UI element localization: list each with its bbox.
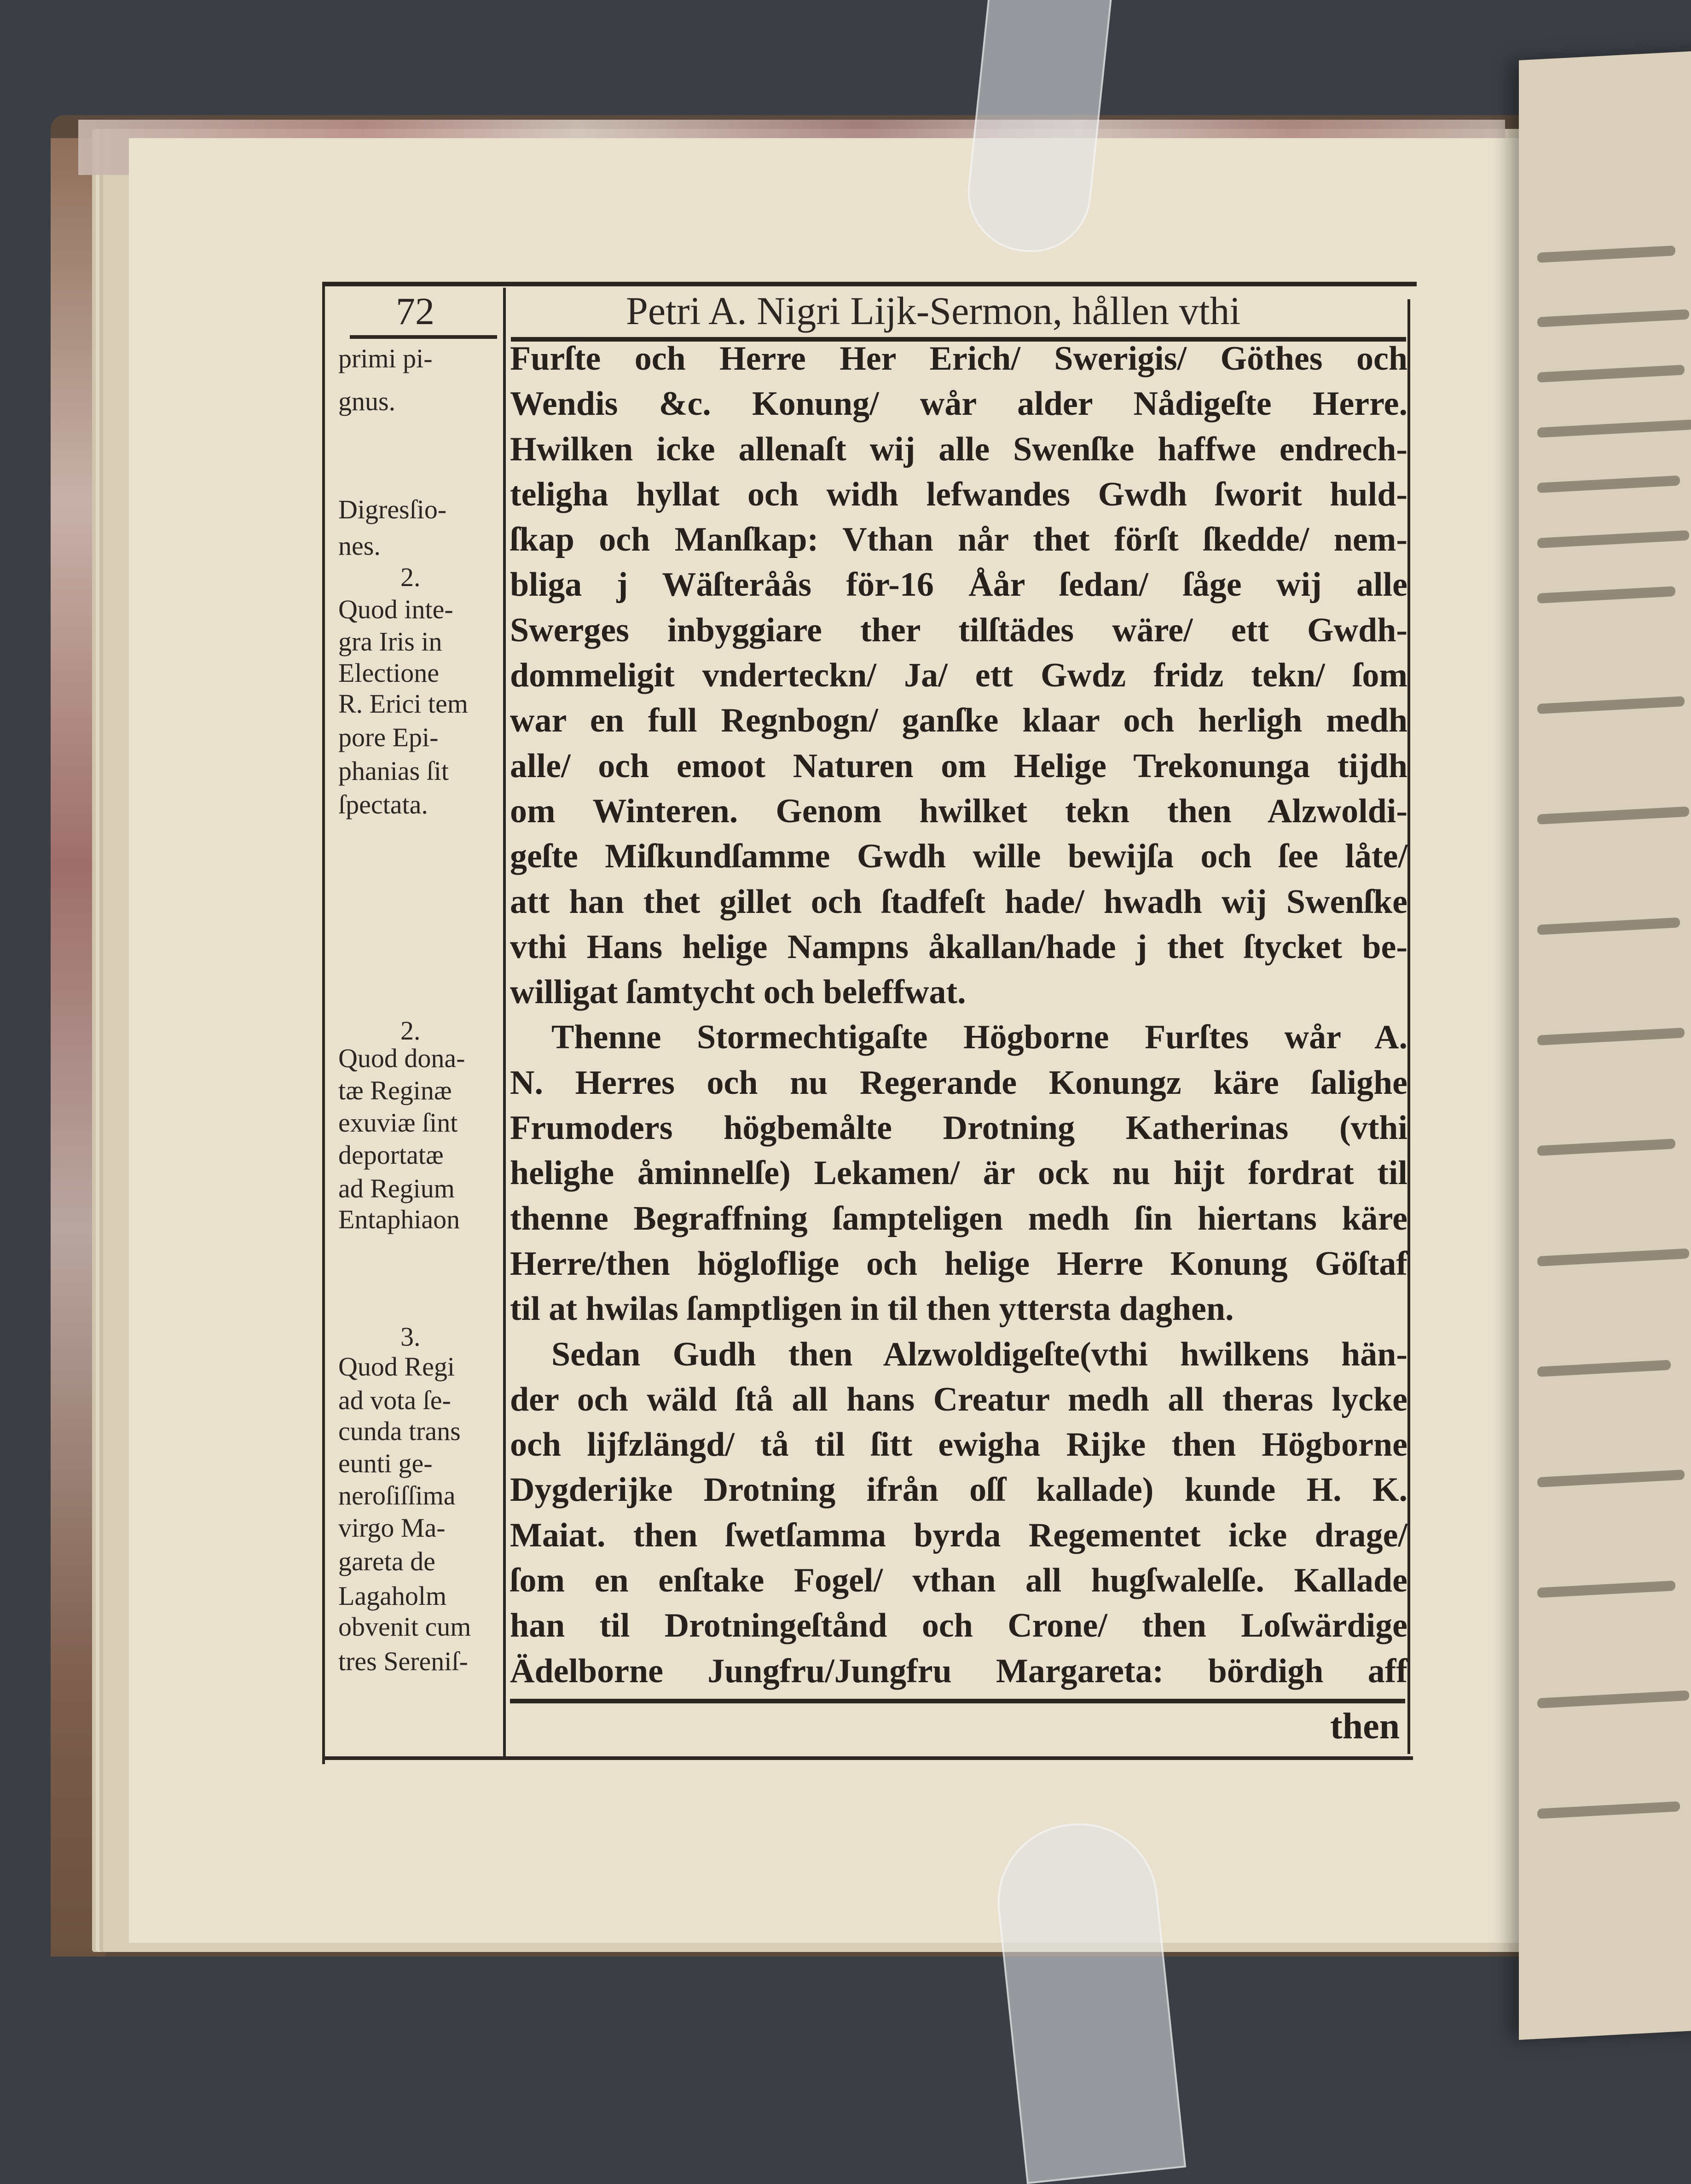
margin-note: ſpectata. bbox=[338, 790, 428, 819]
facing-page bbox=[1519, 50, 1691, 2040]
text-line: war en full Regnbogn/ ganſke klaar och herligh medh bbox=[510, 702, 1407, 740]
text-line: dommeligit vnderteckn/ Ja/ ett Gwdz fridz tekn/ ſom bbox=[510, 656, 1407, 695]
text-line: ſkap och Manſkap: Vthan når thet förſt ſkedde/ nem- bbox=[510, 521, 1407, 559]
margin-note: Digresſio- bbox=[338, 494, 447, 524]
text-line: Frumoders högbemålte Drotning Katherinas (vthi bbox=[510, 1109, 1407, 1147]
text-line: helighe åminnelſe) Lekamen/ är ock nu hijt fordrat til bbox=[510, 1154, 1407, 1192]
text-line: Swerges inbyggiare ther tilſtädes wäre/ ett Gwdh- bbox=[510, 611, 1407, 649]
margin-note: exuviæ ſint bbox=[338, 1108, 458, 1138]
page-number: 72 bbox=[396, 290, 434, 333]
text-line: Sedan Gudh then Alzwoldigeſte(vthi hwilkens hän- bbox=[551, 1335, 1407, 1373]
margin-note-number: 2. bbox=[400, 562, 421, 592]
margin-note: Quod Regi bbox=[338, 1352, 455, 1382]
text-line: vthi Hans helige Nampns åkallan/hade j thet ſtycket be- bbox=[510, 928, 1407, 966]
margin-note: gnus. bbox=[338, 386, 396, 416]
margin-note: gareta de bbox=[338, 1546, 435, 1576]
margin-note: obvenit cum bbox=[338, 1612, 471, 1642]
margin-note: pore Epi- bbox=[338, 722, 439, 752]
margin-column-divider bbox=[503, 288, 506, 1756]
text-line: til at hwilas ſamptligen in til then yttersta daghen. bbox=[510, 1290, 1234, 1328]
text-line: Wendis &c. Konung/ wår alder Nådigeſte Herre. bbox=[510, 385, 1407, 423]
margin-note: eunti ge- bbox=[338, 1448, 433, 1478]
frame-rule-right bbox=[1407, 299, 1410, 1754]
text-line: och lijfzlängd/ tå til ſitt ewigha Rijke then Högborne bbox=[510, 1426, 1407, 1464]
text-line: han til Drotningeſtånd och Crone/ then Loſwärdige bbox=[510, 1607, 1407, 1645]
margin-note: neroſiſſima bbox=[338, 1481, 456, 1510]
text-line: ſom en enſtake Fogel/ vthan all hugſwalelſe. Kallade bbox=[510, 1562, 1407, 1600]
margin-note: ad Regium bbox=[338, 1173, 455, 1203]
margin-note: Quod dona- bbox=[338, 1043, 465, 1073]
margin-note: Quod inte- bbox=[338, 594, 453, 624]
text-line: thenne Begraffning ſampteligen medh ſin hiertans käre bbox=[510, 1199, 1407, 1237]
margin-note: nes. bbox=[338, 531, 381, 561]
main-text-block bbox=[510, 336, 1407, 1694]
margin-note: Lagaholm bbox=[338, 1581, 447, 1611]
margin-note: Electione bbox=[338, 658, 440, 688]
text-line: Furſte och Herre Her Erich/ Swerigis/ Göthes och bbox=[510, 340, 1407, 378]
text-line: der och wäld ſtå all hans Creatur medh all theras lycke bbox=[510, 1380, 1407, 1418]
text-line: Thenne Stormechtigaſte Högborne Furſtes wår A. bbox=[551, 1018, 1407, 1057]
margin-note: virgo Ma- bbox=[338, 1513, 446, 1543]
margin-note: tres Sereniſ- bbox=[338, 1646, 468, 1676]
margin-note: deportatæ bbox=[338, 1140, 444, 1170]
text-line: teligha hyllat och widh lefwandes Gwdh ſworit huld- bbox=[510, 475, 1407, 513]
text-line: Herre/then högloflige och helige Herre Konung Göſtaf bbox=[510, 1244, 1407, 1283]
text-line: Maiat. then ſwetſamma byrda Regementet icke drage/ bbox=[510, 1516, 1407, 1554]
margin-note: ad vota ſe- bbox=[338, 1385, 451, 1415]
text-line: willigat ſamtycht och beleffwat. bbox=[510, 973, 966, 1011]
text-line: alle/ och emoot Naturen om Helige Trekonunga tijdh bbox=[510, 747, 1407, 785]
margin-note-number: 2. bbox=[400, 1016, 421, 1046]
margin-note: R. Erici tem bbox=[338, 689, 468, 719]
text-line: att han thet gillet och ſtadfeſt hade/ hwadh wij Swenſke bbox=[510, 883, 1407, 921]
margin-note: primi pi- bbox=[338, 343, 433, 373]
text-line: om Winteren. Genom hwilket tekn then Alzwoldi- bbox=[510, 792, 1407, 830]
running-head: Petri A. Nigri Lijk-Sermon, hållen vthi bbox=[626, 289, 1241, 333]
margin-note: cunda trans bbox=[338, 1416, 461, 1446]
catchword: then bbox=[1330, 1706, 1400, 1747]
margin-note: Entaphiaon bbox=[338, 1204, 460, 1234]
text-line: N. Herres och nu Regerande Konungz käre ſalighe bbox=[510, 1063, 1407, 1102]
frame-rule-bottom bbox=[322, 1756, 1413, 1760]
margin-note-number: 3. bbox=[400, 1322, 421, 1352]
margin-note: gra Iris in bbox=[338, 627, 442, 656]
bottom-rule bbox=[510, 1699, 1405, 1703]
text-line: Ädelborne Jungfru/Jungfru Margareta: bördigh aff bbox=[510, 1652, 1407, 1690]
margin-note: tæ Reginæ bbox=[338, 1075, 452, 1105]
text-line: geſte Miſkundſamme Gwdh wille bewijſa och ſee låte/ bbox=[510, 837, 1407, 876]
text-line: bliga j Wäſteråås för-16 Åår ſedan/ ſåge wij alle bbox=[510, 566, 1407, 604]
margin-note: phanias ſit bbox=[338, 756, 449, 786]
header-rule-left bbox=[350, 335, 497, 339]
text-line: Hwilken icke allenaſt wij alle Swenſke haffwe endrech- bbox=[510, 430, 1407, 468]
text-line: Dygderijke Drotning ifrån oſſ kallade) kunde H. K. bbox=[510, 1471, 1407, 1509]
